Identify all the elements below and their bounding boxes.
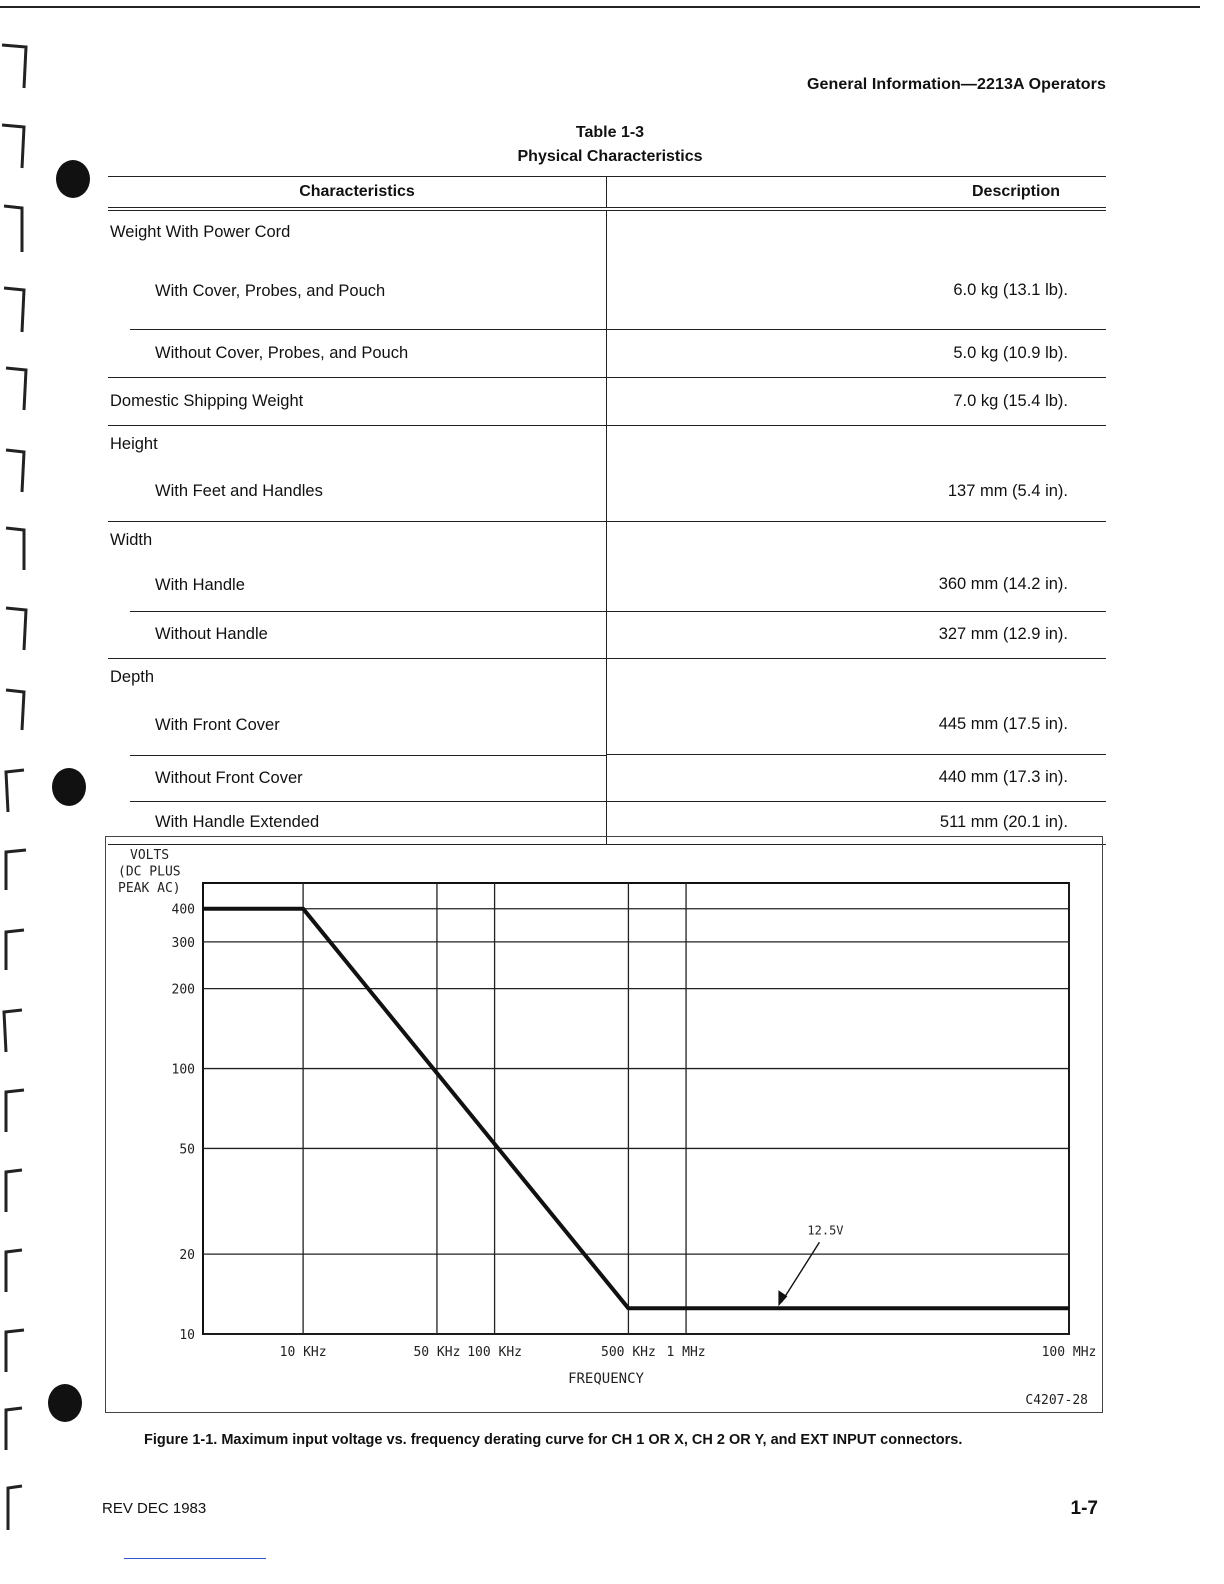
description-cell: 5.0 kg (10.9 lb).: [607, 329, 1107, 377]
y-tick-label: 50: [179, 1142, 195, 1158]
table-row: [108, 754, 1106, 801]
description-cell: 511 mm (20.1 in).: [607, 801, 1107, 844]
description-cell: 137 mm (5.4 in).: [947, 482, 1068, 501]
description-cell: 440 mm (17.3 in).: [607, 754, 1107, 801]
characteristic-cell: [108, 658, 607, 696]
top-rule: [0, 6, 1200, 8]
characteristic-label: With Feet and Handles: [155, 482, 323, 501]
characteristic-cell: [108, 329, 607, 377]
characteristic-label: Without Handle: [155, 625, 268, 644]
characteristic-cell: [108, 463, 607, 521]
y-tick-label: 20: [179, 1248, 195, 1264]
binder-hole: [48, 1384, 82, 1422]
table-body: [108, 209, 1106, 844]
y-tick-label: 10: [179, 1328, 195, 1343]
description-cell: 327 mm (12.9 in).: [607, 611, 1107, 658]
page-number: 1-7: [1070, 1498, 1098, 1519]
characteristic-cell: [108, 696, 607, 754]
characteristic-label: With Cover, Probes, and Pouch: [155, 281, 386, 300]
y-tick-label: 100: [171, 1062, 195, 1078]
characteristic-label: Domestic Shipping Weight: [110, 391, 304, 410]
y-tick-label: 400: [171, 902, 195, 918]
table-row: [108, 377, 1106, 425]
table-row: [108, 463, 1106, 521]
x-axis-title: FREQUENCY: [568, 1371, 644, 1387]
figure-caption: Figure 1-1. Maximum input voltage vs. frequency derating curve for CH 1 OR X, CH 2 OR Y, and EXT INPUT connectors.: [144, 1432, 963, 1448]
table-row: [108, 425, 1106, 463]
table-row: [108, 521, 1106, 559]
page-header: General Information—2213A Operators: [807, 76, 1106, 93]
x-tick-label: 100 MHz: [1041, 1345, 1097, 1360]
annotation-arrow-line: [781, 1242, 819, 1302]
x-tick-label: 10 KHz: [279, 1345, 327, 1360]
characteristic-label: With Front Cover: [155, 715, 280, 734]
characteristic-cell: [108, 754, 607, 801]
description-cell: [607, 425, 1107, 463]
y-axis-title-line: (DC PLUS: [118, 864, 181, 880]
table-header-row: [108, 177, 1106, 210]
table-row: [108, 696, 1106, 754]
table-row: [108, 209, 1106, 253]
description-cell: 6.0 kg (13.1 lb).: [953, 281, 1068, 300]
derating-chart: [106, 837, 1102, 1412]
column-header-characteristics: Characteristics: [108, 177, 607, 210]
physical-characteristics-table: [108, 176, 1106, 845]
characteristic-cell: [108, 209, 607, 253]
characteristic-cell: [108, 253, 607, 329]
characteristic-cell: [108, 611, 607, 658]
x-tick-label: 500 KHz: [601, 1345, 656, 1360]
description-cell: [607, 209, 1107, 253]
figure-id: C4207-28: [1025, 1393, 1088, 1408]
characteristic-label: Width: [110, 530, 153, 549]
characteristic-cell: [108, 377, 607, 425]
table-caption: Physical Characteristics: [517, 148, 703, 165]
characteristic-label: Weight With Power Cord: [110, 222, 291, 241]
annotation-arrowhead: [778, 1290, 787, 1306]
x-tick-label: 100 KHz: [467, 1345, 522, 1360]
characteristic-cell: [108, 521, 607, 559]
binder-brackets: [0, 30, 40, 1560]
x-tick-label: 1 MHz: [666, 1345, 706, 1360]
characteristic-label: With Handle Extended: [155, 813, 320, 832]
figure-frame: [105, 836, 1103, 1413]
table-row: [108, 658, 1106, 696]
characteristic-label: Height: [110, 434, 158, 453]
table-number: Table 1-3: [575, 124, 645, 141]
plot-area: [203, 883, 1069, 1334]
annotation-label: 12.5V: [807, 1223, 844, 1238]
y-tick-label: 200: [171, 982, 195, 998]
x-tick-label: 50 KHz: [413, 1345, 461, 1360]
derating-curve: [203, 909, 1069, 1309]
characteristic-label: Depth: [110, 667, 155, 686]
y-tick-label: 300: [171, 935, 195, 951]
y-axis-title-line: VOLTS: [130, 848, 170, 863]
characteristic-cell: [108, 425, 607, 463]
description-cell: 360 mm (14.2 in).: [938, 575, 1068, 594]
footer-rule: [124, 1558, 266, 1559]
table-row: [108, 253, 1106, 329]
table-row: [108, 329, 1106, 377]
description-cell: [607, 521, 1107, 559]
table-row: [108, 559, 1106, 611]
column-header-description: Description: [607, 177, 1107, 210]
table-row: [108, 611, 1106, 658]
binder-hole: [56, 160, 90, 198]
description-cell: [607, 658, 1107, 696]
description-cell: 445 mm (17.5 in).: [938, 715, 1068, 734]
description-cell: 7.0 kg (15.4 lb).: [607, 377, 1107, 425]
characteristic-label: Without Cover, Probes, and Pouch: [155, 343, 409, 362]
revision-date: REV DEC 1983: [102, 1500, 207, 1517]
characteristic-cell: [108, 559, 607, 611]
characteristic-label: With Handle: [155, 575, 245, 594]
characteristic-label: Without Front Cover: [155, 768, 303, 787]
binder-margin: [0, 30, 40, 1560]
binder-hole: [52, 768, 86, 806]
y-axis-title-line: PEAK AC): [118, 881, 181, 896]
